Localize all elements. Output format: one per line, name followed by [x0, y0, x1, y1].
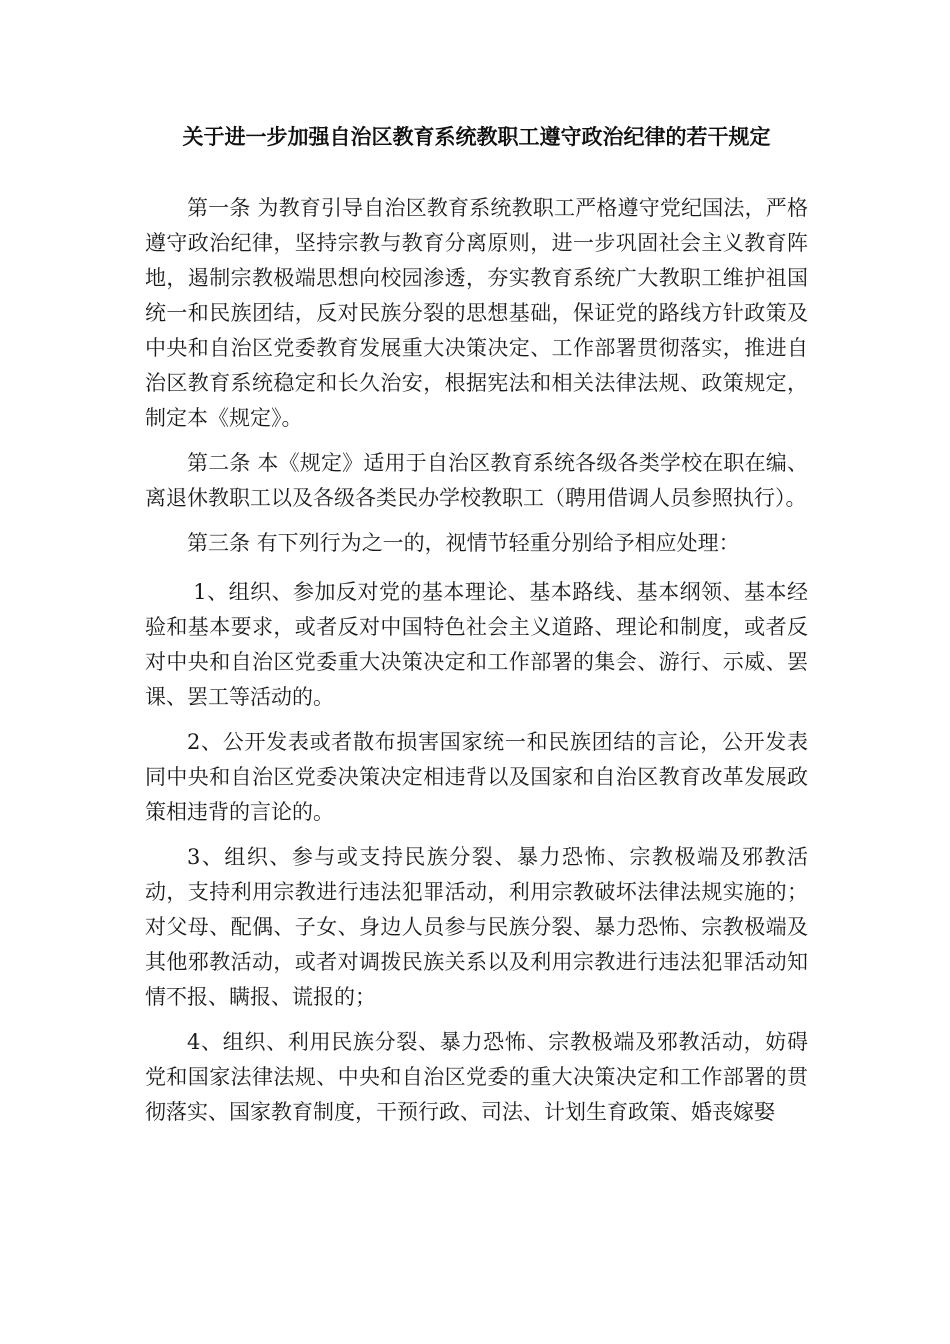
article-1-paragraph: 第一条 为教育引导自治区教育系统教职工严格遵守党纪国法，严格遵守政治纪律，坚持宗教与教育分离原则，进一步巩固社会主义教育阵地，遏制宗教极端思想向校园渗透，夯实教育系统广大教职工维护祖国统一和民族团结，反对民族分裂的思想基础，保证党的路线方针政策及中央和自治区党委教育发展重大决策决定、工作部署贯彻落实，推进自治区教育系统稳定和长久治安，根据宪法和相关法律法规、政策规定，制定本《规定》。	[145, 196, 808, 430]
clause-3-paragraph: 3、组织、参与或支持民族分裂、暴力恐怖、宗教极端及邪教活动，支持利用宗教进行违法犯罪活动，利用宗教破坏法律法规实施的；对父母、配偶、子女、身边人员参与民族分裂、暴力恐怖、宗教极端及其他邪教活动，或者对调拨民族关系以及利用宗教进行违法犯罪活动知情不报、瞒报、谎报的；	[145, 845, 808, 1009]
clause-2-paragraph: 2、公开发表或者散布损害国家统一和民族团结的言论，公开发表同中央和自治区党委决策决定相违背以及国家和自治区教育改革发展政策相违背的言论的。	[145, 730, 808, 824]
clause-1-paragraph: 1、组织、参加反对党的基本理论、基本路线、基本纲领、基本经验和基本要求，或者反对中国特色社会主义道路、理论和制度，或者反对中央和自治区党委重大决策决定和工作部署的集会、游行、示威、罢课、罢工等活动的。	[145, 580, 808, 709]
article-2-paragraph: 第二条 本《规定》适用于自治区教育系统各级各类学校在职在编、离退休教职工以及各级各类民办学校教职工（聘用借调人员参照执行）。	[145, 451, 808, 510]
clause-4-paragraph: 4、组织、利用民族分裂、暴力恐怖、宗教极端及邪教活动，妨碍党和国家法律法规、中央和自治区党委的重大决策决定和工作部署的贯彻落实、国家教育制度，干预行政、司法、计划生育政策、婚丧嫁娶	[145, 1030, 808, 1124]
document-title: 关于进一步加强自治区教育系统教职工遵守政治纪律的若干规定	[182, 125, 771, 149]
article-3-paragraph: 第三条 有下列行为之一的，视情节轻重分别给予相应处理：	[187, 531, 740, 555]
